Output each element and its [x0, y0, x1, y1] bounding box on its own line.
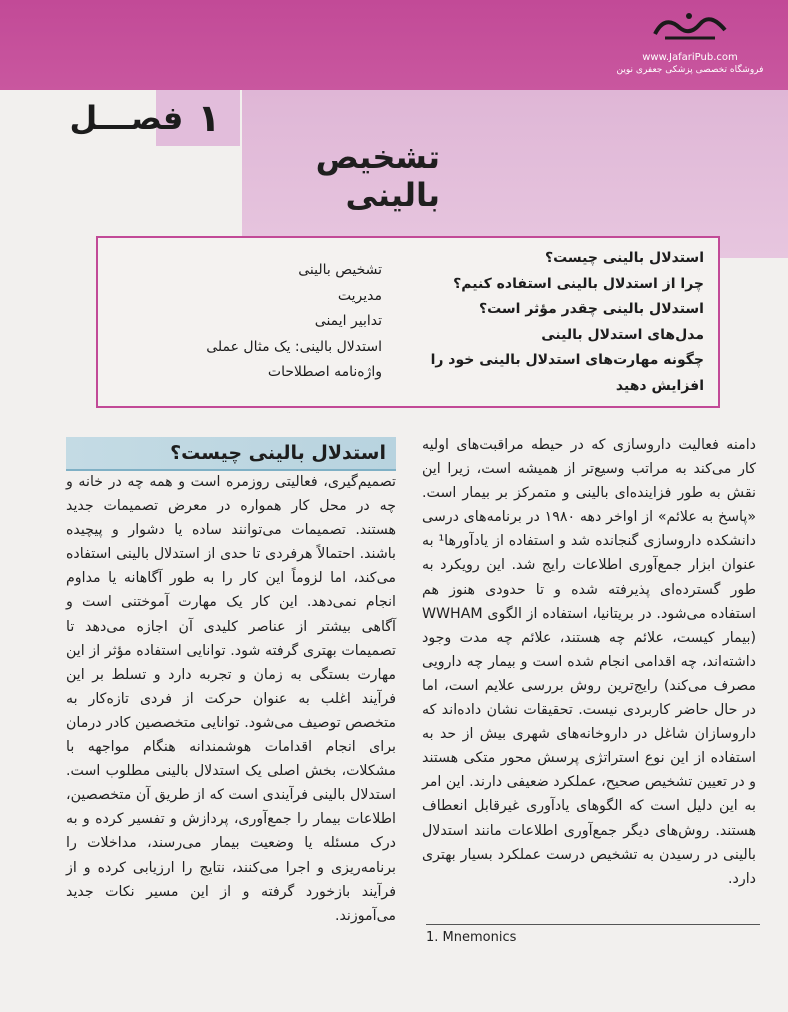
body-paragraph: تصمیم‌گیری، فعالیتی روزمره است و همه چه در خانه و چه در محل کار همواره در معرض تصمیمات جدید هستند. تصمیمات می‌توانند ساده یا دشوار و پیچیده باشند. احتمالاً هرفردی تا حدی از استدلال بالینی استفاده می‌کند، اما لزوماً این کار را به طور آگاهانه یا مداوم انجام نمی‌دهد. این کار یک مهارت آموختنی است و آگاهی بیشتر از عناصر کلیدی آن اجازه می‌دهد تا تصمیمات بهتری گرفته شود. توانایی استفاده مؤثر از این مهارت بستگی به زمان و تجربه دارد و تسلط بر این فرآیند اغلب به عنوان حرکت از فردی تازه‌کار به متخصص توصیف می‌شود. توانایی متخصصین کادر درمان برای انجام اقدامات هوشمندانه هنگام مواجهه با مشکلات، بخش اصلی یک استدلال بالینی مطلوب است. استدلال بالینی فرآیندی است که از طریق آن متخصصین، اطلاعات بیمار را جمع‌آوری، پردازش و تفسیر کرده و به درک مسئله یا وضعیت بیمار می‌رسند، مداخلات را برنامه‌ریزی و اجرا می‌کنند، نتایج را ارزیابی کرده و از فرآیند بازخورد گرفته و از این مسیر نکات جدید می‌آموزند. [66, 474, 396, 924]
logo-url: www.JafariPub.com [642, 52, 738, 63]
contents-item: چرا از استدلال بالینی استفاده کنیم؟ [453, 275, 704, 292]
contents-item: استدلال بالینی چقدر مؤثر است؟ [478, 301, 704, 317]
chapter-contents-box [96, 236, 720, 408]
chapter-word: فصـــل [69, 99, 184, 137]
footnote: 1. Mnemonics [426, 930, 517, 945]
logo-subtitle: فروشگاه تخصصی پزشکی جعفری نوین [616, 65, 764, 75]
body-paragraph: دامنه فعالیت داروسازی که در حیطه مراقبت‌های اولیه کار می‌کند به مراتب وسیع‌تر از همیشه است، زیرا این نقش به طور فزاینده‌ای بالینی و متمرکز بر بیمار است. «پاسخ به علائم» از اواخر دهه ۱۹۸۰ در برنامه‌های درسی دانشکده داروسازی گنجانده شد و استفاده از یادآورها¹ به عنوان ابزار جمع‌آوری اطلاعات رایج شد. این رویکرد به طور گسترده‌ای پذیرفته شده و تا حدودی هنوز هم استفاده می‌شود. در بریتانیا، استفاده از الگوی WWHAM (بیمار کیست، علائم چه هستند، علائم چه مدت وجود داشته‌اند، چه اقدامی انجام شده است و بیمار چه دارویی مصرف می‌کند) رایج‌ترین روش بررسی علایم است، اما در حال حاضر کاربردی نیست. تحقیقات نشان داده‌اند که داروسازان شاغل در داروخانه‌های شهری بیش از حد به استفاده از این نوع استراتژی پرسش محور متکی هستند و در تعیین تشخیص صحیح، عملکرد ضعیفی دارند. این امر به این دلیل است که الگوهای یادآوری غیرقابل انعطاف هستند. روش‌های دیگر جمع‌آوری اطلاعات مانند استدلال بالینی در رسیدن به تشخیص درست عملکرد بسیار بهتری دارد. [421, 437, 756, 887]
footnote-divider [426, 924, 760, 925]
contents-item: چگونه مهارت‌های استدلال بالینی خود را افزایش دهید [430, 352, 704, 394]
section-heading: استدلال بالینی چیست؟ [170, 442, 386, 464]
contents-column-left [112, 258, 382, 386]
body-column-right [422, 433, 756, 891]
logo-icon [645, 6, 735, 46]
publisher-logo [600, 6, 780, 86]
contents-column-right [394, 246, 704, 399]
contents-item: استدلال بالینی: یک مثال عملی [206, 338, 382, 355]
contents-item: مدیریت [337, 287, 382, 304]
chapter-title: تشخیص بالینی [315, 138, 440, 214]
contents-item: استدلال بالینی چیست؟ [544, 250, 704, 266]
contents-item: تشخیص بالینی [298, 262, 382, 278]
chapter-number: ۱ [197, 96, 221, 140]
body-column-left [66, 470, 396, 928]
contents-item: تدابیر ایمنی [314, 313, 382, 329]
chapter-label [50, 90, 240, 146]
contents-item: واژه‌نامه اصطلاحات [267, 364, 382, 380]
contents-item: مدل‌های استدلال بالینی [541, 326, 704, 343]
